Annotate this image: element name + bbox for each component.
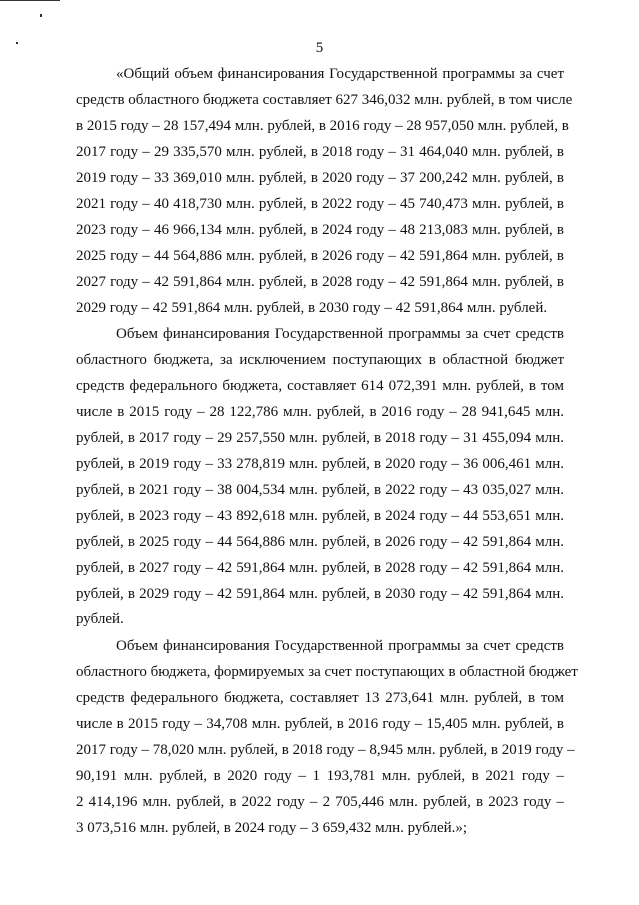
text-line: 2 414,196 млн. рублей, в 2022 году – 2 705,446 млн. рублей, в 2023 году – xyxy=(76,793,564,810)
text-line: 2019 году – 33 369,010 млн. рублей, в 2020 году – 37 200,242 млн. рублей, в xyxy=(76,169,564,186)
text-line: областного бюджета, формируемых за счет поступающих в областной бюджет xyxy=(76,663,578,680)
text-line: «Общий объем финансирования Государственной программы за счет xyxy=(116,66,564,82)
text-line: 2027 году – 42 591,864 млн. рублей, в 2028 году – 42 591,864 млн. рублей, в xyxy=(76,273,564,290)
text-line: 2025 году – 44 564,886 млн. рублей, в 2026 году – 42 591,864 млн. рублей, в xyxy=(76,247,564,264)
text-line: Объем финансирования Государственной программы за счет средств xyxy=(116,638,564,654)
scan-artifact-line xyxy=(0,0,60,1)
text-line: рублей, в 2017 году – 29 257,550 млн. рублей, в 2018 году – 31 455,094 млн. xyxy=(76,429,564,446)
text-line: числе в 2015 году – 28 122,786 млн. рублей, в 2016 году – 28 941,645 млн. xyxy=(76,403,564,420)
text-line: рублей, в 2025 году – 44 564,886 млн. рублей, в 2026 году – 42 591,864 млн. xyxy=(76,533,564,550)
text-line: 2021 году – 40 418,730 млн. рублей, в 2022 году – 45 740,473 млн. рублей, в xyxy=(76,195,564,212)
text-line: числе в 2015 году – 34,708 млн. рублей, в 2016 году – 15,405 млн. рублей, в xyxy=(76,715,564,732)
paragraph-regional-financing xyxy=(76,322,564,633)
page-number: 5 xyxy=(315,40,324,56)
scan-artifact-dot xyxy=(40,14,42,17)
text-line: 2017 году – 78,020 млн. рублей, в 2018 году – 8,945 млн. рублей, в 2019 году – xyxy=(76,741,575,758)
text-line: областного бюджета, за исключением поступающих в областной бюджет xyxy=(76,351,564,368)
text-line: 2029 году – 42 591,864 млн. рублей, в 2030 году – 42 591,864 млн. рублей. xyxy=(76,299,548,316)
text-line: 2023 году – 46 966,134 млн. рублей, в 2024 году – 48 213,083 млн. рублей, в xyxy=(76,221,564,238)
text-line: 2017 году – 29 335,570 млн. рублей, в 2018 году – 31 464,040 млн. рублей, в xyxy=(76,143,564,160)
text-line: в 2015 году – 28 157,494 млн. рублей, в 2016 году – 28 957,050 млн. рублей, в xyxy=(76,117,569,134)
text-line: рублей, в 2027 году – 42 591,864 млн. рублей, в 2028 году – 42 591,864 млн. xyxy=(76,559,564,576)
text-line: рублей, в 2019 году – 33 278,819 млн. рублей, в 2020 году – 36 006,461 млн. xyxy=(76,455,564,472)
text-line: рублей, в 2021 году – 38 004,534 млн. рублей, в 2022 году – 43 035,027 млн. xyxy=(76,481,564,498)
paragraph-total-financing xyxy=(76,62,573,322)
text-line: средств областного бюджета составляет 627 346,032 млн. рублей, в том числе xyxy=(76,91,573,108)
text-line: рублей, в 2023 году – 43 892,618 млн. рублей, в 2024 году – 44 553,651 млн. xyxy=(76,507,564,524)
text-line: рублей. xyxy=(76,611,124,628)
text-line: средств федерального бюджета, составляет 13 273,641 млн. рублей, в том xyxy=(76,689,564,706)
text-line: средств федерального бюджета, составляет 614 072,391 млн. рублей, в том xyxy=(76,377,564,394)
text-line: рублей, в 2029 году – 42 591,864 млн. рублей, в 2030 году – 42 591,864 млн. xyxy=(76,585,564,602)
text-line: Объем финансирования Государственной программы за счет средств xyxy=(116,326,564,342)
paragraph-federal-financing xyxy=(76,634,578,842)
text-line: 3 073,516 млн. рублей, в 2024 году – 3 659,432 млн. рублей.»; xyxy=(76,819,468,836)
text-line: 90,191 млн. рублей, в 2020 году – 1 193,781 млн. рублей, в 2021 году – xyxy=(76,767,564,784)
